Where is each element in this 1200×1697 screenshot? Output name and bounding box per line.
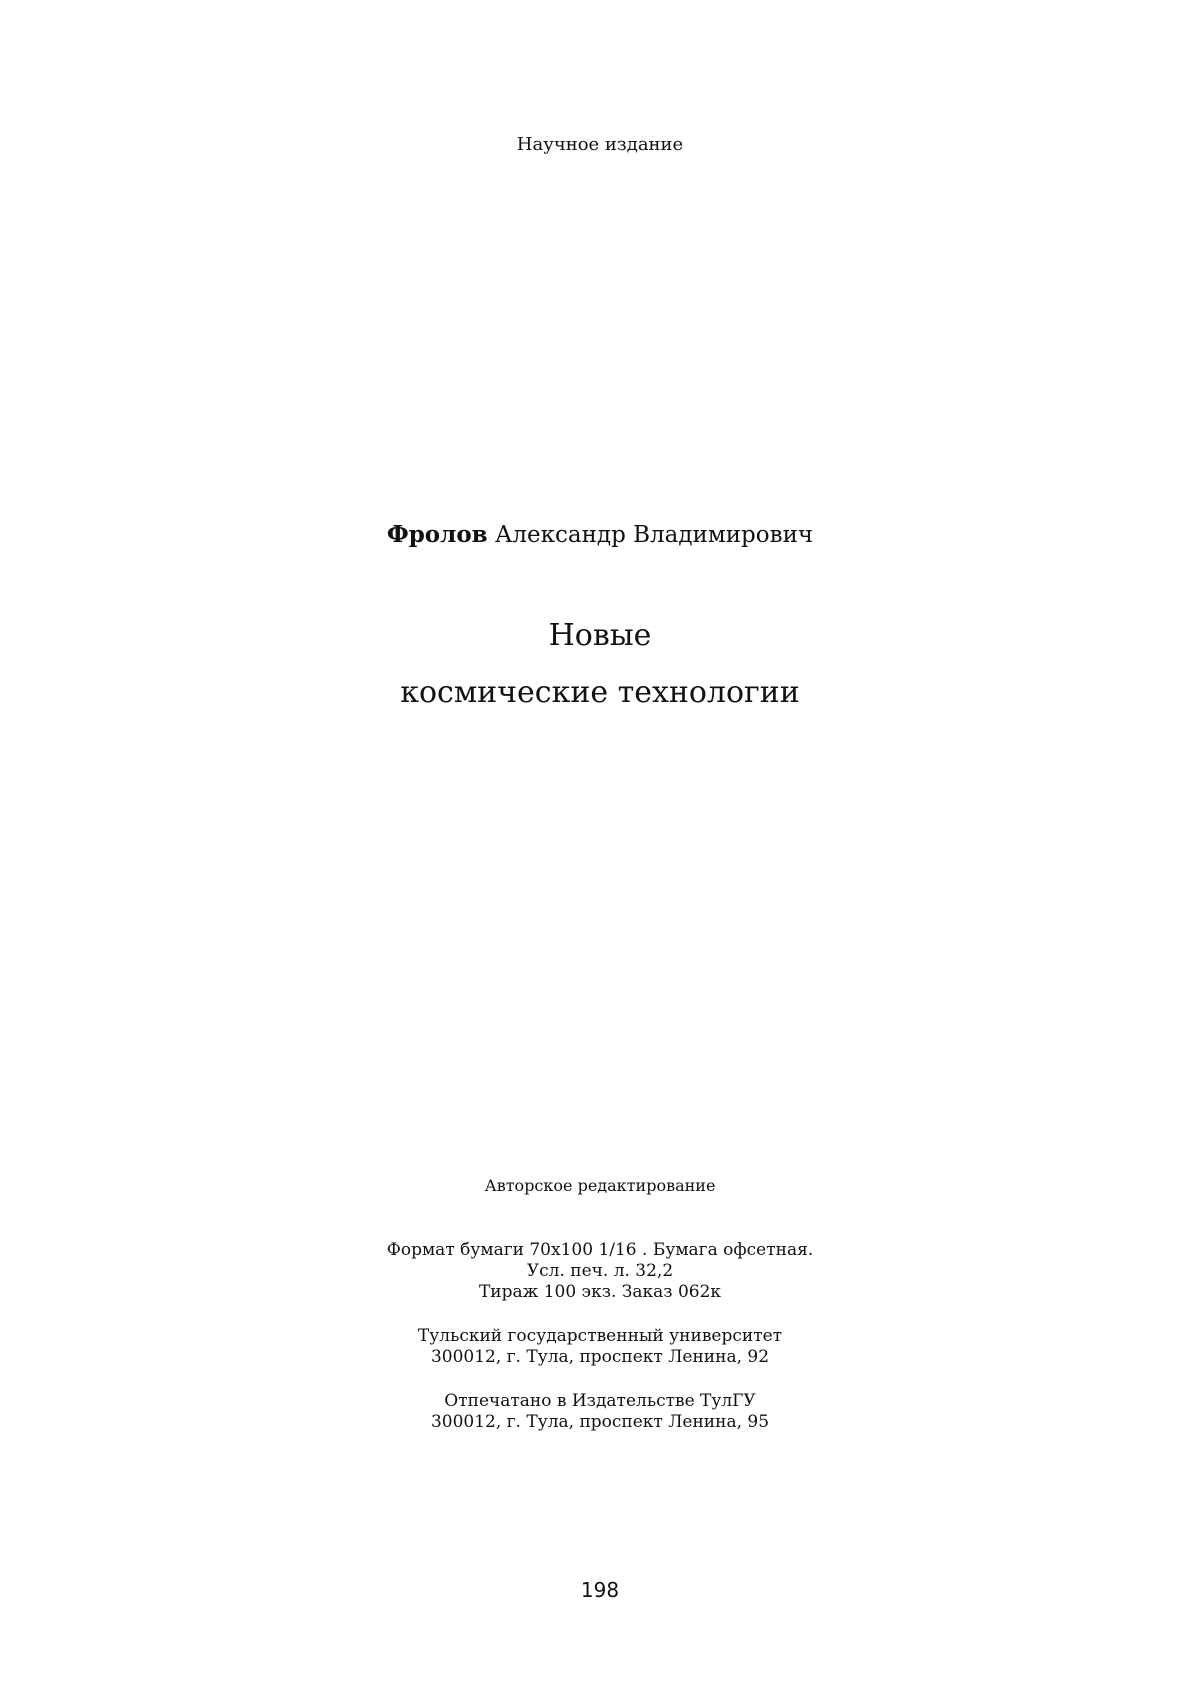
author-given-names: Александр Владимирович — [494, 522, 814, 548]
book-title-line-2: космические технологии — [400, 675, 800, 710]
publisher-info — [0, 1326, 1200, 1368]
imprint-block — [0, 1240, 1200, 1456]
author-surname: Фролов — [386, 521, 488, 548]
author-name — [0, 521, 1200, 548]
edition-type: Научное издание — [516, 134, 684, 155]
print-specs — [0, 1240, 1200, 1303]
printer-address: 300012, г. Тула, проспект Ленина, 95 — [430, 1412, 770, 1432]
book-title-line-1: Новые — [548, 618, 652, 653]
printer-name: Отпечатано в Издательстве ТулГУ — [444, 1391, 756, 1411]
circulation-order-line: Тираж 100 экз. Заказ 062к — [478, 1282, 722, 1302]
print-sheets-line: Усл. печ. л. 32,2 — [526, 1261, 674, 1281]
printer-info — [0, 1391, 1200, 1433]
publisher-address: 300012, г. Тула, проспект Ленина, 92 — [430, 1347, 770, 1367]
paper-format-line: Формат бумаги 70х100 1/16 . Бумага офсетная. — [386, 1240, 814, 1260]
page-number: 198 — [580, 1578, 620, 1602]
editing-note: Авторское редактирование — [484, 1176, 716, 1195]
publisher-name: Тульский государственный университет — [417, 1326, 783, 1346]
